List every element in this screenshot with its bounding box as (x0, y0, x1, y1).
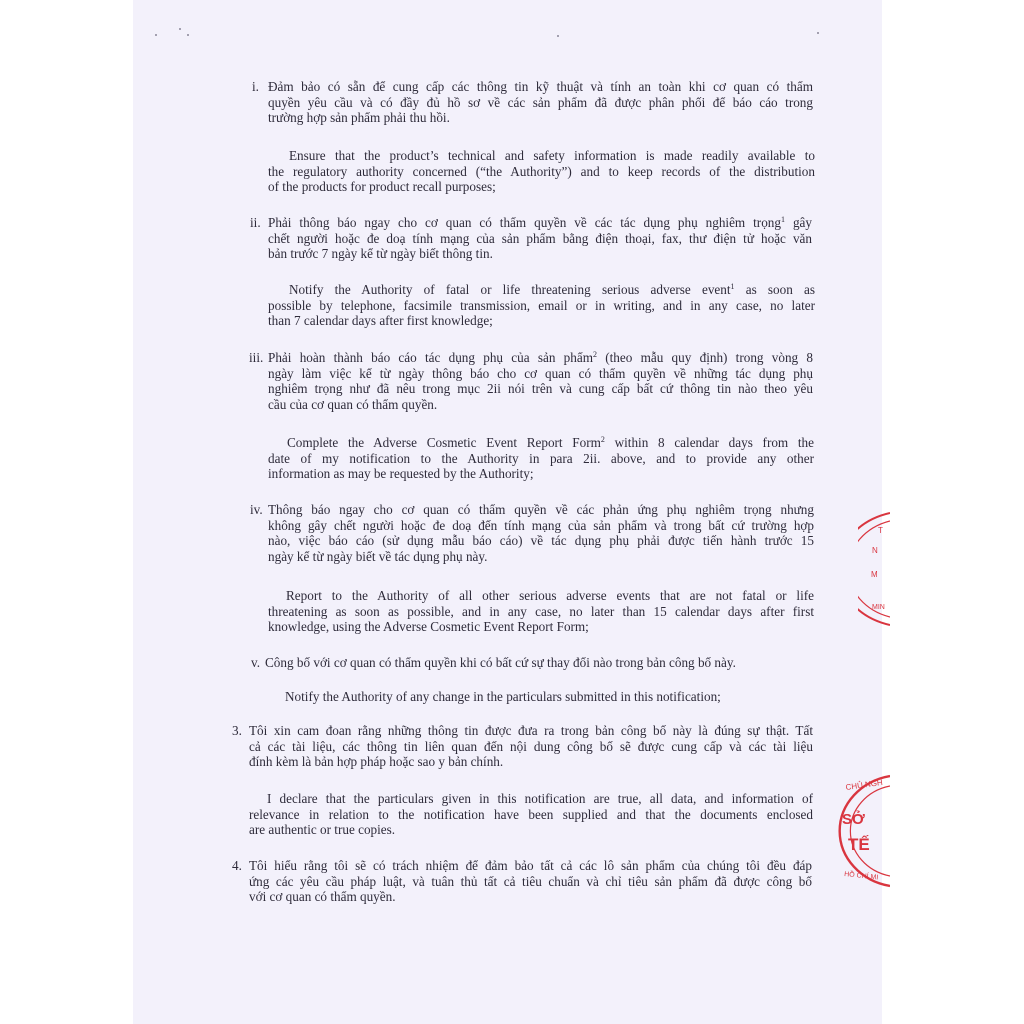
item-vietnamese-text: Phải hoàn thành báo cáo tác dụng phụ của sản phẩm$^2$ (theo mẫu quy định) trong vòng 8 ngày làm việc kể từ ngày thông báo cho cơ quan có thẩm quyền về những tác dụng phụ nghiêm trọng như đã nêu trong mục 2ii nói trên và cung cấp bất cứ thông tin nào theo yêu cầu của cơ quan có thẩm quyền. (268, 350, 814, 412)
scan-speck (817, 32, 819, 34)
scan-speck (155, 34, 157, 36)
footnote-ref: 2 (592, 350, 597, 359)
item-english-text: I declare that the particulars given in this notification are true, all data, and information of relevance in relation to the notification have been supplied and that the documents enclosed are authentic or true copies. (249, 791, 813, 838)
item-english-text: Ensure that the product’s technical and safety information is made readily available to the regulatory authority concerned (“the Authority”) and to keep records of the distribution of the products for product recall purposes; (268, 148, 815, 195)
item-marker: iii. (249, 350, 264, 365)
seal-upper-fragment (858, 505, 890, 630)
item-english-text: Notify the Authority of any change in the particulars submitted in this notification; (285, 689, 721, 704)
item-marker: ii. (250, 215, 261, 230)
seal-lower-text: HỒ CHÍ MI (843, 871, 879, 882)
scan-speck (187, 34, 189, 36)
item-vietnamese-text: Đảm bảo có sẵn để cung cấp các thông tin kỹ thuật và tính an toàn khi cơ quan có thẩm quyền yêu cầu và có đầy đủ hồ sơ về các sản phẩm đã được phân phối để báo cáo trong trường hợp sản phẩm phải thu hồi. (268, 79, 813, 126)
seal-upper-text: N (872, 546, 878, 555)
seal-lower-text: TẾ (848, 835, 870, 854)
item-english-text: Report to the Authority of all other serious adverse events that are not fatal or life threatening as soon as possible, and in any case, no later than 15 calendar days after first knowledge, using the Adverse Cosmetic Event Report Form; (268, 588, 814, 635)
scan-speck (557, 35, 559, 37)
item-vietnamese-text: Phải thông báo ngay cho cơ quan có thẩm quyền về các tác dụng phụ nghiêm trọng$^1$ gây chết người hoặc đe doạ tính mạng của sản phẩm bằng điện thoại, fax, thư điện tử hoặc văn bản trước 7 ngày kể từ ngày biết thông tin. (268, 215, 812, 262)
item-vietnamese-text: Tôi xin cam đoan rằng những thông tin được đưa ra trong bản công bố này là đúng sự thật. Tất cả các tài liệu, các thông tin liên quan đến nội dung công bố sẽ được cung cấp và các tài liệu đính kèm là bản hợp pháp hoặc sao y bản chính. (249, 723, 813, 770)
item-vietnamese-text: Công bố với cơ quan có thẩm quyền khi có bất cứ sự thay đổi nào trong bản công bố này. (265, 655, 736, 670)
seal-lower-fragment (834, 770, 890, 890)
item-marker: 3. (232, 723, 242, 738)
seal-upper-text: M (871, 570, 878, 579)
footnote-ref: 1 (780, 215, 785, 224)
item-marker: v. (251, 655, 261, 670)
item-vietnamese-text: Tôi hiểu rằng tôi sẽ có trách nhiệm để đảm bảo tất cả các lô sản phẩm của chúng tôi đều đáp ứng các yêu cầu pháp luật, và tuân thủ tất cả tiêu chuẩn và chỉ tiêu sản phẩm đã được công bố với cơ quan có thẩm quyền. (249, 858, 812, 905)
scan-speck (179, 28, 181, 30)
item-marker: iv. (250, 502, 263, 517)
seal-lower-text: SỞ (842, 811, 865, 828)
seal-upper-text: T (878, 526, 883, 535)
seal-upper-text: MIN (872, 604, 885, 611)
footnote-ref: 1 (730, 282, 735, 291)
item-english-text: Complete the Adverse Cosmetic Event Report Form$^2$ within 8 calendar days from the date of my notification to the Authority in para 2ii. above, and to provide any other information as may be requested by the Authority; (268, 435, 815, 482)
item-vietnamese-text: Thông báo ngay cho cơ quan có thẩm quyền về các phản ứng phụ nghiêm trọng nhưng không gây chết người hoặc đe doạ đến tính mạng của sản phẩm và trong bất cứ trường hợp nào, việc báo cáo (sử dụng mẫu báo cáo) về tác dụng phụ phải được tiến hành trước 15 ngày kể từ ngày biết về tác dụng phụ này. (268, 502, 814, 564)
item-english-text: Notify the Authority of fatal or life threatening serious adverse event$^1$ as soon as possible by telephone, facsimile transmission, email or in writing, and in any case, no later than 7 calendar days after first knowledge; (268, 282, 816, 329)
item-marker: i. (252, 79, 259, 94)
footnote-ref: 2 (600, 435, 605, 444)
item-marker: 4. (232, 858, 242, 873)
seal-lower-text: CHỦ NGH (845, 777, 884, 792)
